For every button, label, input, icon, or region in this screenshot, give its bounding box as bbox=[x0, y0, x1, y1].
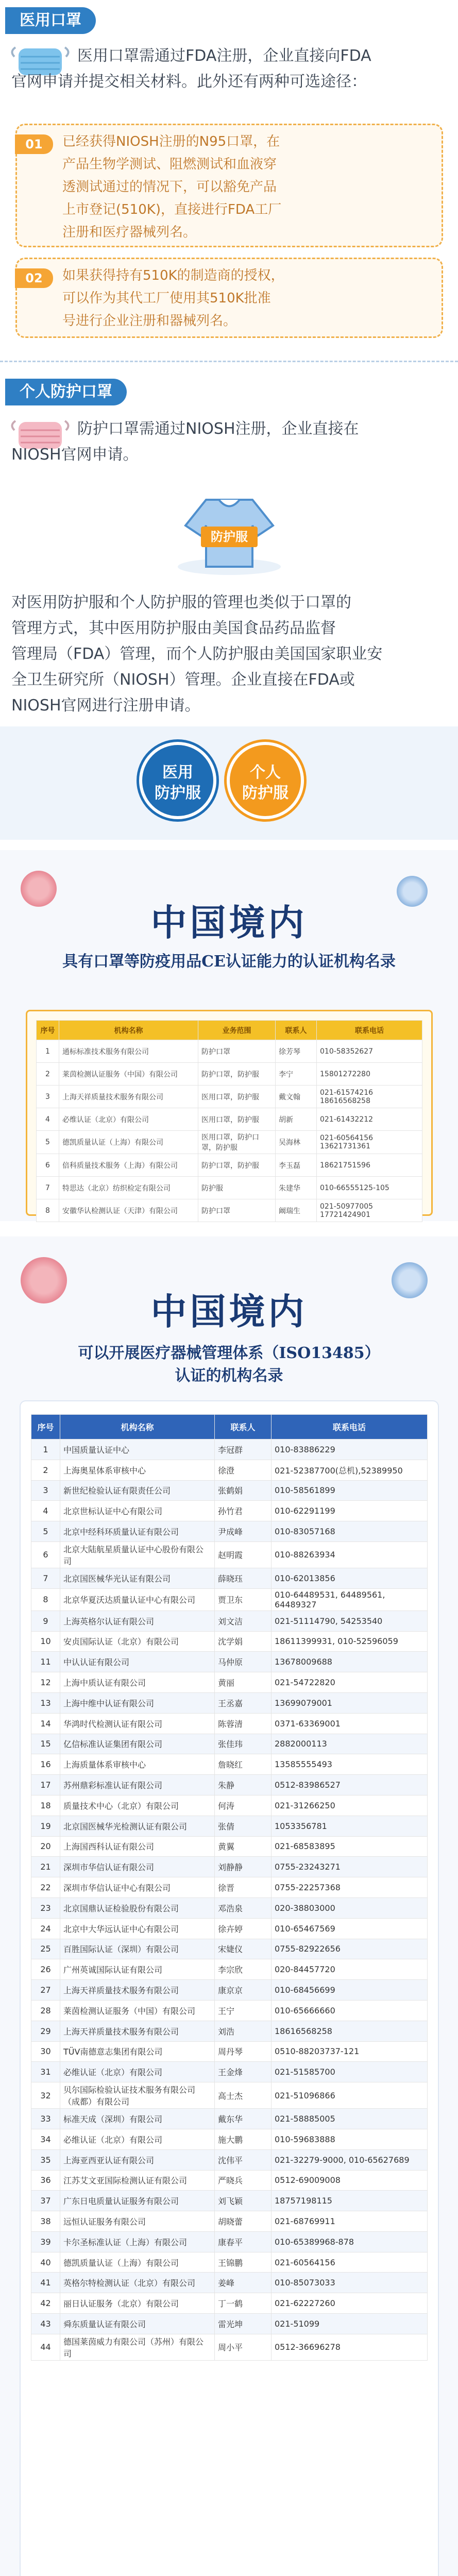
table-row bbox=[31, 1521, 428, 1542]
table-row bbox=[31, 1795, 428, 1816]
table-row: 5 德凯质量认证（上海）有限公司 医用口罩，防护口罩，防护服 吴海林 021-60564156 13621731361 bbox=[37, 1131, 422, 1154]
table-cell: 27 bbox=[31, 1980, 60, 2001]
table-cell: 徐卉婷 bbox=[215, 1918, 272, 1939]
table-cell: 18 bbox=[31, 1795, 60, 1816]
table-row bbox=[31, 2314, 428, 2334]
header-cell: 联系人 bbox=[215, 1415, 272, 1439]
option-1-text: 已经获得NIOSH注册的N95口罩，在 产品生物学测试、阻燃测试和血液穿 透测试通过的情况下，可以豁免产品 上市登记(510K)，直接进行FDA工厂 注册和医疗器械列名。 bbox=[62, 134, 282, 240]
table-cell: 莱茵检测认证服务（中国）有限公司 bbox=[60, 2000, 215, 2021]
table-cell: 严晓兵 bbox=[215, 2170, 272, 2191]
table-cell: 宋婕仪 bbox=[215, 1939, 272, 1959]
table-cell: 010-88263934 bbox=[272, 1541, 428, 1568]
table-row bbox=[31, 1734, 428, 1754]
table-cell: 北京世标认证中心有限公司 bbox=[60, 1501, 215, 1521]
table-row bbox=[31, 1501, 428, 1521]
table-cell: 1053356781 bbox=[272, 1816, 428, 1836]
table-cell: 30 bbox=[31, 2041, 60, 2062]
table-cell: 20 bbox=[31, 1836, 60, 1857]
table-cell: 中国质量认证中心 bbox=[60, 1439, 215, 1460]
table-cell: 010-83886229 bbox=[272, 1439, 428, 1460]
table-cell: 14 bbox=[31, 1713, 60, 1734]
table-cell: 5 bbox=[31, 1521, 60, 1542]
table-cell: 021-52387700(总机),52389950 bbox=[272, 1460, 428, 1480]
table-cell: 10 bbox=[31, 1631, 60, 1652]
table-cell: 3 bbox=[31, 1480, 60, 1501]
table-cell: 010-64489531, 64489561, 64489327 bbox=[272, 1588, 428, 1611]
table-cell: 徐澄 bbox=[215, 1460, 272, 1480]
table-cell: 18616568258 bbox=[272, 2021, 428, 2041]
table-cell: 北京华夏沃达质量认证中心有限公司 bbox=[60, 1588, 215, 1611]
ce-cert-table bbox=[36, 1020, 422, 1222]
table-cell: 丽日认证服务（北京）有限公司 bbox=[60, 2293, 215, 2314]
table-cell: 33 bbox=[31, 2109, 60, 2129]
option-2-text: 如果获得持有510K的制造商的授权， 可以作为其代工厂使用其510K批准 号进行企业注册和器械列名。 bbox=[62, 268, 284, 329]
table-cell: 张鹤娟 bbox=[215, 1480, 272, 1501]
table-cell: 39 bbox=[31, 2231, 60, 2252]
table-cell: 42 bbox=[31, 2293, 60, 2314]
protective-suit-label: 防护服 bbox=[211, 530, 248, 544]
table-cell: 广州英诚国际认证有限公司 bbox=[60, 1959, 215, 1980]
table-row bbox=[31, 1611, 428, 1631]
table-row bbox=[31, 2293, 428, 2314]
table-cell: 刘文洁 bbox=[215, 1611, 272, 1631]
table-row bbox=[31, 2211, 428, 2232]
table-cell: 28 bbox=[31, 2000, 60, 2021]
section3-title: 中国境内 bbox=[150, 901, 308, 944]
table-cell: 赵明霞 bbox=[215, 1541, 272, 1568]
table-cell: 德凯质量认证（上海）有限公司 bbox=[60, 2252, 215, 2273]
table-cell: 021-58885005 bbox=[272, 2109, 428, 2129]
table-cell: 安贞国际认证（北京）有限公司 bbox=[60, 1631, 215, 1652]
table-cell: 张佳玮 bbox=[215, 1734, 272, 1754]
table-row bbox=[31, 2273, 428, 2293]
table-cell: 010-59683888 bbox=[272, 2129, 428, 2149]
table-row bbox=[31, 2129, 428, 2149]
table-cell: 丁一鹤 bbox=[215, 2293, 272, 2314]
table-cell: 贝尔国际检验认证技术服务有限公司（成都）有限公司 bbox=[60, 2082, 215, 2109]
table-cell: 中认认证有限公司 bbox=[60, 1652, 215, 1672]
protective-suit-body: 对医用防护服和个人防护服的管理也类似于口罩的 管理方式，其中医用防护服由美国食品药品监督 管理局（FDA）管理，而个人防护服由美国国家职业安 全卫生研究所（NIOSH）管理。企业直接在FDA或 NIOSH官网进行注册申请。 bbox=[11, 594, 383, 715]
table-cell: 张倩 bbox=[215, 1816, 272, 1836]
table-row bbox=[31, 1959, 428, 1980]
iso13485-table bbox=[31, 1414, 428, 2361]
table-cell: TÜV南德意志集团有限公司 bbox=[60, 2041, 215, 2062]
table-cell: 江苏艾文亚国际检测认证有限公司 bbox=[60, 2170, 215, 2191]
table-row bbox=[31, 2000, 428, 2021]
table-cell: 王金烽 bbox=[215, 2062, 272, 2082]
table-cell: 020-84457720 bbox=[272, 1959, 428, 1980]
table-row bbox=[31, 1672, 428, 1693]
table-cell: 刘浩 bbox=[215, 2021, 272, 2041]
option-2-number: 02 bbox=[15, 268, 53, 288]
table-cell: 亿信标准认证集团有限公司 bbox=[60, 1734, 215, 1754]
table-cell: 0755-23243271 bbox=[272, 1857, 428, 1877]
table-cell: 标准天成（深圳）有限公司 bbox=[60, 2109, 215, 2129]
table-row bbox=[31, 1713, 428, 1734]
table-cell: 2882000113 bbox=[272, 1734, 428, 1754]
table-cell: 021-68769911 bbox=[272, 2211, 428, 2232]
table-cell: 黄翼 bbox=[215, 1836, 272, 1857]
table-cell: 010-65389968-878 bbox=[272, 2231, 428, 2252]
table-cell: 陈蓉清 bbox=[215, 1713, 272, 1734]
option-1-number: 01 bbox=[15, 134, 53, 154]
table-cell: 29 bbox=[31, 2021, 60, 2041]
table-row bbox=[31, 2149, 428, 2170]
table-cell: 深圳市华信认证中心有限公司 bbox=[60, 1877, 215, 1898]
table-row bbox=[31, 2231, 428, 2252]
table-cell: 沈伟平 bbox=[215, 2149, 272, 2170]
header-cell: 机构名称 bbox=[60, 1415, 215, 1439]
table-row bbox=[31, 1652, 428, 1672]
table-cell: 康春平 bbox=[215, 2231, 272, 2252]
table-cell: 雷光坤 bbox=[215, 2314, 272, 2334]
header-cell: 联系电话 bbox=[317, 1021, 422, 1040]
table-cell: 黄丽 bbox=[215, 1672, 272, 1693]
table-row bbox=[31, 1939, 428, 1959]
table-header-row bbox=[31, 1415, 428, 1439]
table-cell: 020-38803000 bbox=[272, 1897, 428, 1918]
personal-mask-intro: 防护口罩需通过NIOSH注册，企业直接在 bbox=[77, 420, 359, 438]
table-cell: 上海质量体系审核中心 bbox=[60, 1754, 215, 1775]
table-cell: 6 bbox=[31, 1541, 60, 1568]
table-cell: 18757198115 bbox=[272, 2191, 428, 2211]
table-header-row bbox=[37, 1021, 422, 1040]
table-cell: 周丹琴 bbox=[215, 2041, 272, 2062]
table-cell: 010-58561899 bbox=[272, 1480, 428, 1501]
section-tag-medical-mask: 医用口罩 bbox=[5, 7, 96, 34]
table-cell: 0512-69009008 bbox=[272, 2170, 428, 2191]
table-row bbox=[31, 1897, 428, 1918]
table-cell: 11 bbox=[31, 1652, 60, 1672]
personal-mask-intro-2: NIOSH官网申请。 bbox=[11, 446, 139, 464]
table-row bbox=[31, 1980, 428, 2001]
section-divider bbox=[0, 361, 458, 362]
section4-subtitle: 可以开展医疗器械管理体系（ISO13485） 认证的机构名录 bbox=[78, 1344, 380, 1385]
table-cell: 44 bbox=[31, 2334, 60, 2360]
table-cell: 021-60564156 bbox=[272, 2252, 428, 2273]
table-cell: 16 bbox=[31, 1754, 60, 1775]
table-cell: 0755-82922656 bbox=[272, 1939, 428, 1959]
table-cell: 德国莱茵威力有限公司（苏州）有限公司 bbox=[60, 2334, 215, 2360]
table-cell: 0755-22257368 bbox=[272, 1877, 428, 1898]
table-row bbox=[31, 1439, 428, 1460]
table-cell: 北京国医械华光认证有限公司 bbox=[60, 1568, 215, 1588]
table-cell: 贾卫东 bbox=[215, 1588, 272, 1611]
table-cell: 马仲原 bbox=[215, 1652, 272, 1672]
table-cell: 上海中维中认证有限公司 bbox=[60, 1692, 215, 1713]
table-cell: 周小平 bbox=[215, 2334, 272, 2360]
table-row bbox=[31, 1857, 428, 1877]
table-cell: 9 bbox=[31, 1611, 60, 1631]
table-cell: 上海亚西亚认证有限公司 bbox=[60, 2149, 215, 2170]
table-row bbox=[31, 2109, 428, 2129]
table-cell: 21 bbox=[31, 1857, 60, 1877]
table-row bbox=[31, 2252, 428, 2273]
table-cell: 广东日电质量认证服务有限公司 bbox=[60, 2191, 215, 2211]
header-cell: 序号 bbox=[37, 1021, 59, 1040]
table-row bbox=[31, 1775, 428, 1795]
table-cell: 36 bbox=[31, 2170, 60, 2191]
table-cell: 021-51114790, 54253540 bbox=[272, 1611, 428, 1631]
table-cell: 12 bbox=[31, 1672, 60, 1693]
table-cell: 0510-88203737-121 bbox=[272, 2041, 428, 2062]
table-cell: 35 bbox=[31, 2149, 60, 2170]
table-row bbox=[31, 2082, 428, 2109]
table-cell: 姜峰 bbox=[215, 2273, 272, 2293]
table-cell: 13699079001 bbox=[272, 1692, 428, 1713]
table-row: 3 上海天祥质量技术服务有限公司 医用口罩，防护服 戴文翰 021-61574216 18616568258 bbox=[37, 1086, 422, 1108]
table-row bbox=[31, 1877, 428, 1898]
table-cell: 质量技术中心（北京）有限公司 bbox=[60, 1795, 215, 1816]
section3-subtitle: 具有口罩等防疫用品CE认证能力的认证机构名录 bbox=[62, 953, 396, 971]
table-row bbox=[31, 1460, 428, 1480]
table-cell: 43 bbox=[31, 2314, 60, 2334]
table-row bbox=[31, 1568, 428, 1588]
table-row bbox=[31, 1754, 428, 1775]
table-cell: 7 bbox=[31, 1568, 60, 1588]
table-cell: 远恒认证服务有限公司 bbox=[60, 2211, 215, 2232]
table-cell: 李冠群 bbox=[215, 1439, 272, 1460]
table-cell: 26 bbox=[31, 1959, 60, 1980]
table-row bbox=[31, 1918, 428, 1939]
table-cell: 上海英格尔认证有限公司 bbox=[60, 1611, 215, 1631]
table-cell: 010-65467569 bbox=[272, 1918, 428, 1939]
table-cell: 徐晋 bbox=[215, 1877, 272, 1898]
table-cell: 朱静 bbox=[215, 1775, 272, 1795]
table-row bbox=[31, 1816, 428, 1836]
table-row: 1 通标标准技术服务有限公司 防护口罩 徐芳琴 010-58352627 bbox=[37, 1040, 422, 1063]
table-cell: 021-51096866 bbox=[272, 2082, 428, 2109]
medical-mask-intro: 医用口罩需通过FDA注册，企业直接向FDA bbox=[77, 47, 371, 65]
table-cell: 38 bbox=[31, 2211, 60, 2232]
table-cell: 上海奥星体系审核中心 bbox=[60, 1460, 215, 1480]
table-cell: 邓浩泉 bbox=[215, 1897, 272, 1918]
table-cell: 上海中质认证有限公司 bbox=[60, 1672, 215, 1693]
table-cell: 010-68456699 bbox=[272, 1980, 428, 2001]
protective-suit-icon bbox=[175, 489, 283, 577]
table-cell: 13585555493 bbox=[272, 1754, 428, 1775]
header-cell: 联系人 bbox=[276, 1021, 317, 1040]
table-cell: 上海天祥质量技术服务有限公司 bbox=[60, 1980, 215, 2001]
table-cell: 北京大陆航星质量认证中心股份有限公司 bbox=[60, 1541, 215, 1568]
table-cell: 新世纪检验认证有限责任公司 bbox=[60, 1480, 215, 1501]
table-cell: 必维认证（北京）有限公司 bbox=[60, 2062, 215, 2082]
table-cell: 13 bbox=[31, 1692, 60, 1713]
table-cell: 苏州鼎彩标准认证有限公司 bbox=[60, 1775, 215, 1795]
table-cell: 31 bbox=[31, 2062, 60, 2082]
table-cell: 021-32279-9000, 010-65627689 bbox=[272, 2149, 428, 2170]
table-row bbox=[31, 2334, 428, 2360]
table-cell: 010-65666660 bbox=[272, 2000, 428, 2021]
table-row bbox=[31, 2191, 428, 2211]
table-cell: 百胜国际认证（深圳）有限公司 bbox=[60, 1939, 215, 1959]
table-cell: 23 bbox=[31, 1897, 60, 1918]
table-cell: 詹晓红 bbox=[215, 1754, 272, 1775]
table-cell: 深圳市华信认证有限公司 bbox=[60, 1857, 215, 1877]
table-row bbox=[31, 2170, 428, 2191]
table-row: 6 倍科质量技术服务（上海）有限公司 防护口罩，防护服 李玉磊 18621751596 bbox=[37, 1154, 422, 1177]
table-cell: 卡尔圣标准认证（上海）有限公司 bbox=[60, 2231, 215, 2252]
table-cell: 18611399931, 010-52596059 bbox=[272, 1631, 428, 1652]
option-2-box bbox=[15, 258, 443, 338]
table-cell: 40 bbox=[31, 2252, 60, 2273]
table-cell: 胡晓蕾 bbox=[215, 2211, 272, 2232]
table-cell: 戴东华 bbox=[215, 2109, 272, 2129]
table-row bbox=[31, 1541, 428, 1568]
table-row: 7 特思达（北京）纺织检定有限公司 防护服 朱建华 010-66555125-105 bbox=[37, 1177, 422, 1199]
table-cell: 李宗欣 bbox=[215, 1959, 272, 1980]
medical-suit-circle: 医用 防护服 bbox=[139, 742, 216, 819]
table-cell: 北京中大华远认证中心有限公司 bbox=[60, 1918, 215, 1939]
table-cell: 19 bbox=[31, 1816, 60, 1836]
header-cell: 序号 bbox=[31, 1415, 60, 1439]
table-cell: 薛晓珏 bbox=[215, 1568, 272, 1588]
table-cell: 2 bbox=[31, 1460, 60, 1480]
table-cell: 华鸿时代检测认证有限公司 bbox=[60, 1713, 215, 1734]
table-cell: 北京国医械华光检测认证有限公司 bbox=[60, 1816, 215, 1836]
table-cell: 22 bbox=[31, 1877, 60, 1898]
table-cell: 17 bbox=[31, 1775, 60, 1795]
table-cell: 021-62227260 bbox=[272, 2293, 428, 2314]
table-cell: 010-62291199 bbox=[272, 1501, 428, 1521]
table-cell: 沈学娟 bbox=[215, 1631, 272, 1652]
table-cell: 0512-36696278 bbox=[272, 2334, 428, 2360]
table-cell: 010-85073033 bbox=[272, 2273, 428, 2293]
table-cell: 13678009688 bbox=[272, 1652, 428, 1672]
table-cell: 王丞嘉 bbox=[215, 1692, 272, 1713]
table-cell: 021-51585700 bbox=[272, 2062, 428, 2082]
table-cell: 32 bbox=[31, 2082, 60, 2109]
table-cell: 高士杰 bbox=[215, 2082, 272, 2109]
table-cell: 010-62013856 bbox=[272, 1568, 428, 1588]
table-row bbox=[31, 1588, 428, 1611]
table-cell: 英格尔特检测认证（北京）有限公司 bbox=[60, 2273, 215, 2293]
table-row bbox=[31, 2062, 428, 2082]
table-row: 2 莱茵检测认证服务（中国）有限公司 防护口罩，防护服 李宁 15801272280 bbox=[37, 1063, 422, 1086]
table-cell: 021-31266250 bbox=[272, 1795, 428, 1816]
table-row bbox=[31, 2041, 428, 2062]
option-1-box bbox=[15, 124, 443, 247]
header-cell: 机构名称 bbox=[59, 1021, 198, 1040]
table-cell: 021-54722820 bbox=[272, 1672, 428, 1693]
table-cell: 8 bbox=[31, 1588, 60, 1611]
header-cell: 联系电话 bbox=[272, 1415, 428, 1439]
section4-title: 中国境内 bbox=[150, 1290, 308, 1333]
personal-suit-circle: 个人 防护服 bbox=[227, 742, 304, 819]
table-cell: 25 bbox=[31, 1939, 60, 1959]
header-cell: 业务范围 bbox=[198, 1021, 276, 1040]
table-cell: 刘静静 bbox=[215, 1857, 272, 1877]
table-cell: 孙竹君 bbox=[215, 1501, 272, 1521]
table-cell: 刘飞颖 bbox=[215, 2191, 272, 2211]
table-cell: 上海国西科认证有限公司 bbox=[60, 1836, 215, 1857]
table-cell: 24 bbox=[31, 1918, 60, 1939]
table-cell: 必维认证（北京）有限公司 bbox=[60, 2129, 215, 2149]
table-row bbox=[31, 2021, 428, 2041]
table-cell: 010-83057168 bbox=[272, 1521, 428, 1542]
table-cell: 0371-63369001 bbox=[272, 1713, 428, 1734]
table-cell: 34 bbox=[31, 2129, 60, 2149]
table-cell: 1 bbox=[31, 1439, 60, 1460]
table-cell: 北京国鼎认证检验股份有限公司 bbox=[60, 1897, 215, 1918]
medical-mask-intro-2: 官网申请并提交相关材料。此外还有两种可选途径： bbox=[11, 73, 367, 91]
table-row bbox=[31, 1836, 428, 1857]
table-cell: 41 bbox=[31, 2273, 60, 2293]
table-row bbox=[31, 1631, 428, 1652]
table-cell: 舜东质量认证有限公司 bbox=[60, 2314, 215, 2334]
table-cell: 15 bbox=[31, 1734, 60, 1754]
table-cell: 021-68583895 bbox=[272, 1836, 428, 1857]
table-cell: 康京京 bbox=[215, 1980, 272, 2001]
table-cell: 尹成峰 bbox=[215, 1521, 272, 1542]
section-tag-personal-mask: 个人防护口罩 bbox=[5, 379, 127, 405]
table-cell: 王锦鹏 bbox=[215, 2252, 272, 2273]
table-cell: 施大鹏 bbox=[215, 2129, 272, 2149]
table-row bbox=[31, 1692, 428, 1713]
table-cell: 何涛 bbox=[215, 1795, 272, 1816]
table-cell: 021-51099 bbox=[272, 2314, 428, 2334]
table-cell: 37 bbox=[31, 2191, 60, 2211]
table-cell: 北京中经科环质量认证有限公司 bbox=[60, 1521, 215, 1542]
table-cell: 王宁 bbox=[215, 2000, 272, 2021]
table-cell: 4 bbox=[31, 1501, 60, 1521]
table-cell: 0512-83986527 bbox=[272, 1775, 428, 1795]
table-row: 8 安徽华认检测认证（天津）有限公司 防护口罩 阚瑞生 021-50977005 17721424901 bbox=[37, 1199, 422, 1222]
table-row bbox=[31, 1480, 428, 1501]
table-cell: 上海天祥质量技术服务有限公司 bbox=[60, 2021, 215, 2041]
table-row: 4 必维认证（北京）有限公司 医用口罩，防护服 胡新 021-61432212 bbox=[37, 1108, 422, 1131]
